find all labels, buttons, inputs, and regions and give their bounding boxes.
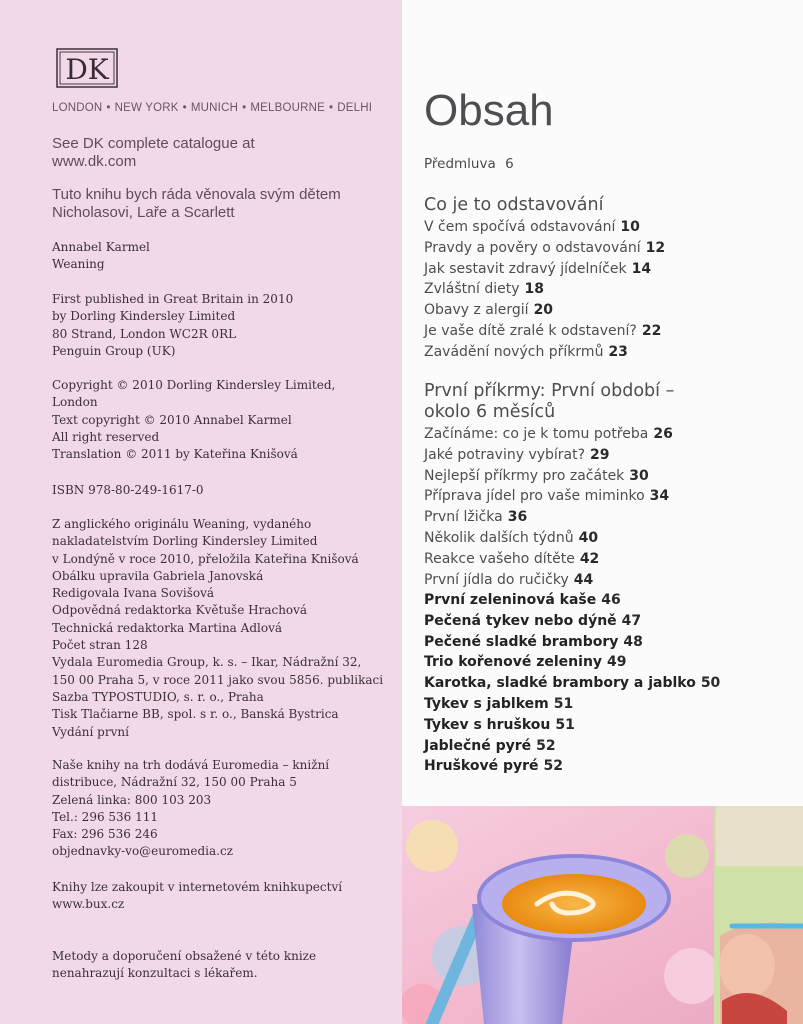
toc-page: 23 xyxy=(608,343,628,360)
toc-item xyxy=(424,321,665,342)
section-heading xyxy=(424,195,603,216)
toc-label: První lžička xyxy=(424,509,503,526)
toc-page: 52 xyxy=(536,737,556,754)
toc-item xyxy=(424,570,673,591)
toc-page: 50 xyxy=(700,675,721,692)
toc-label: Předmluva xyxy=(424,156,496,172)
text-line: Počet stran 128 xyxy=(52,638,148,653)
text-line: www.bux.cz xyxy=(52,897,125,912)
text-line: Weaning xyxy=(52,257,105,272)
toc-page: 30 xyxy=(629,467,649,484)
toc-item xyxy=(424,217,665,238)
toc-item xyxy=(424,549,673,570)
toc-item xyxy=(424,632,720,653)
toc-list-section2 xyxy=(424,424,673,590)
text-line: Sazba TYPOSTUDIO, s. r. o., Praha xyxy=(52,689,264,704)
text-line: nakladatelstvím Dorling Kindersley Limited xyxy=(52,534,318,549)
toc-page: 10 xyxy=(620,219,640,235)
toc-item xyxy=(424,590,720,611)
toc-page: 44 xyxy=(573,571,594,588)
toc-label: Zvláštní diety xyxy=(424,281,520,298)
toc-page: 52 xyxy=(543,758,563,775)
toc-page: 12 xyxy=(645,239,666,256)
toc-page: 48 xyxy=(623,633,643,650)
toc-item xyxy=(424,466,673,487)
toc-label: První jídla do ručičky xyxy=(424,571,569,588)
toc-item xyxy=(424,445,673,466)
toc-page: 6 xyxy=(505,156,514,172)
toc-item xyxy=(424,715,720,736)
text-line: Tel.: 296 536 111 xyxy=(52,809,159,824)
distribution-block xyxy=(52,757,329,861)
toc-page: 18 xyxy=(524,281,544,298)
toc-item xyxy=(424,528,673,549)
text-line: distribuce, Nádražní 32, 150 00 Praha 5 xyxy=(52,775,297,790)
toc-label: Příprava jídel pro vaše miminko xyxy=(424,488,645,505)
section-title: Co je to odstavování xyxy=(424,195,604,215)
toc-label: Zavádění nových příkrmů xyxy=(424,343,604,360)
text-line: Annabel Karmel xyxy=(52,240,150,254)
toc-item xyxy=(424,259,665,280)
author-block xyxy=(52,239,150,274)
text-line: 80 Strand, London WC2R 0RL xyxy=(52,326,237,341)
cities-line: LONDON • NEW YORK • MUNICH • MELBOURNE • DELHI xyxy=(52,102,373,114)
toc-item xyxy=(424,694,720,715)
toc-label: První zeleninová kaše xyxy=(424,592,597,608)
dedication-block xyxy=(52,186,341,222)
toc-page: 29 xyxy=(590,446,610,463)
text-line: nenahrazují konzultaci s lékařem. xyxy=(52,966,258,981)
toc-page: 42 xyxy=(579,550,600,567)
text-line: Obálku upravila Gabriela Janovská xyxy=(52,568,264,583)
section-title: První příkrmy: První období – xyxy=(424,381,675,401)
text-line: Knihy lze zakoupit v internetovém knihkupectví xyxy=(52,880,343,894)
text-line: Odpovědná redaktorka Květuše Hrachová xyxy=(52,603,308,618)
toc-item xyxy=(424,342,665,363)
dk-logo xyxy=(56,48,118,88)
toc-page: 40 xyxy=(578,529,599,546)
toc-label: Jak sestavit zdravý jídelníček xyxy=(424,260,627,277)
toc-label: Je vaše dítě zralé k odstavení? xyxy=(424,322,637,339)
toc-label: Několik dalších týdnů xyxy=(424,529,574,546)
toc-item xyxy=(424,300,665,321)
toc-label: Karotka, sladké brambory a jablko xyxy=(424,675,696,692)
toc-page: 51 xyxy=(553,695,574,712)
toc-label: Obavy z alergií xyxy=(424,302,529,319)
toc-label: Nejlepší příkrmy pro začátek xyxy=(424,467,625,484)
toc-label: Jaké potraviny vybírat? xyxy=(424,446,586,463)
toc-label: Jablečné pyré xyxy=(424,737,532,754)
city: MELBOURNE xyxy=(250,102,325,114)
toc-list-section1 xyxy=(424,217,665,363)
toc-label: Reakce vašeho dítěte xyxy=(424,550,575,567)
text-line: www.dk.com xyxy=(52,153,137,170)
toc-page: 46 xyxy=(601,592,621,608)
section-title: okolo 6 měsíců xyxy=(424,402,556,422)
text-line: Vydání první xyxy=(52,724,129,739)
city: LONDON xyxy=(52,102,103,114)
dk-logo-text: DK xyxy=(65,53,109,86)
toc-label: Hruškové pyré xyxy=(424,758,539,775)
toc-preface xyxy=(424,156,514,172)
disclaimer-block xyxy=(52,948,316,983)
shop-block xyxy=(52,879,342,914)
toc-label: Pečená tykev nebo dýně xyxy=(424,612,617,629)
toc-item xyxy=(424,673,720,694)
text-line: by Dorling Kindersley Limited xyxy=(52,309,236,324)
text-line: Technická redaktorka Martina Adlová xyxy=(52,620,282,635)
text-line: Naše knihy na trh dodává Euromedia – knižní xyxy=(52,758,330,772)
text-line: Tuto knihu bych ráda věnovala svým dětem xyxy=(52,186,341,203)
toc-label: Pravdy a pověry o odstavování xyxy=(424,239,641,256)
toc-page: 26 xyxy=(653,426,673,442)
text-line: 150 00 Praha 5, v roce 2011 jako svou 5856. publikaci xyxy=(52,672,384,687)
toc-page: 14 xyxy=(631,260,652,277)
text-line: First published in Great Britain in 2010 xyxy=(52,292,294,306)
toc-page: 20 xyxy=(533,302,554,319)
toc-item xyxy=(424,756,720,777)
toc-list-recipes xyxy=(424,590,720,777)
text-line: Nicholasovi, Laře a Scarlett xyxy=(52,204,235,221)
text-line: See DK complete catalogue at xyxy=(52,135,255,152)
text-line: Translation © 2011 by Kateřina Knišová xyxy=(52,447,298,462)
text-line: Penguin Group (UK) xyxy=(52,343,176,358)
isbn xyxy=(52,482,204,499)
credits-block xyxy=(52,516,383,741)
text-line: Fax: 296 536 246 xyxy=(52,827,158,842)
text-line: Z anglického originálu Weaning, vydaného xyxy=(52,517,312,531)
puree-photo xyxy=(402,806,803,1024)
catalogue-block xyxy=(52,135,255,171)
toc-label: Tykev s hruškou xyxy=(424,716,551,733)
toc-label: Tykev s jablkem xyxy=(424,695,549,712)
toc-label: V čem spočívá odstavování xyxy=(424,219,616,235)
text-line: All right reserved xyxy=(52,429,160,444)
text-line: Vydala Euromedia Group, k. s. – Ikar, Nádražní 32, xyxy=(52,655,362,670)
toc-item xyxy=(424,238,665,259)
page-title: Obsah xyxy=(424,86,554,135)
toc-item xyxy=(424,424,673,445)
toc-label: Trio kořenové zeleniny xyxy=(424,654,603,671)
toc-page: 34 xyxy=(649,488,670,505)
city: NEW YORK xyxy=(114,102,179,114)
copyright-block xyxy=(52,377,335,463)
text-line: Zelená linka: 800 103 203 xyxy=(52,792,212,807)
text-line: Tisk Tlačiarne BB, spol. s r. o., Banská Bystrica xyxy=(52,707,339,722)
toc-item xyxy=(424,507,673,528)
toc-page: 36 xyxy=(507,509,528,526)
toc-page: 49 xyxy=(607,654,627,671)
toc-label: Začínáme: co je k tomu potřeba xyxy=(424,426,649,442)
toc-label: Pečené sladké brambory xyxy=(424,633,619,650)
text-line: Copyright © 2010 Dorling Kindersley Limited, xyxy=(52,378,336,392)
toc-page: 47 xyxy=(621,612,642,629)
toc-item xyxy=(424,279,665,300)
text-line: London xyxy=(52,395,98,410)
city: DELHI xyxy=(337,102,373,114)
toc-item xyxy=(424,611,720,632)
section-heading xyxy=(424,381,674,423)
publication-block xyxy=(52,291,293,360)
text-line: v Londýně v roce 2010, přeložila Kateřina Knišová xyxy=(52,551,359,566)
toc-page: 51 xyxy=(555,716,575,733)
text-line: Redigovala Ivana Sovišová xyxy=(52,586,215,601)
text-line: Text copyright © 2010 Annabel Karmel xyxy=(52,412,292,427)
toc-item xyxy=(424,652,720,673)
toc-item xyxy=(424,736,720,757)
text-line: ISBN 978-80-249-1617-0 xyxy=(52,483,204,497)
text-line: objednavky-vo@euromedia.cz xyxy=(52,844,233,859)
toc-page: 22 xyxy=(641,322,662,339)
text-line: Metody a doporučení obsažené v této knize xyxy=(52,949,317,963)
toc-item xyxy=(424,486,673,507)
puree-photo-illustration xyxy=(402,806,803,1024)
city: MUNICH xyxy=(190,102,239,114)
